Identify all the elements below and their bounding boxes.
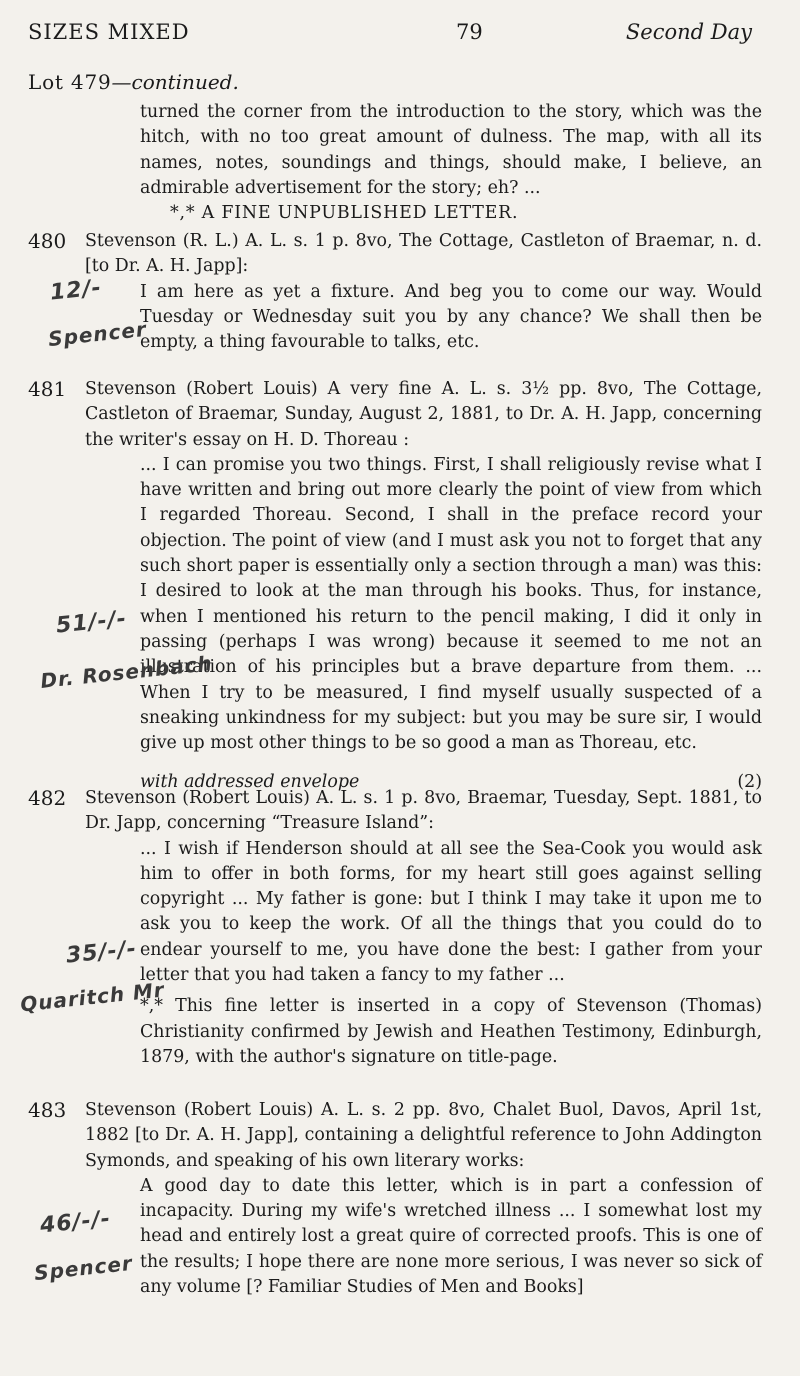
lot-continued-heading — [28, 70, 239, 94]
lot-note: *,* This fine letter is inserted in a copy of Stevenson (Thomas) Christianity confirmed by Jewish and Heathen Testimony, Edinburgh, 1879, with the author's signature on title-page. — [140, 996, 762, 1067]
lot-heading: Stevenson (Robert Louis) A. L. s. 2 pp. 8vo, Chalet Buol, Davos, April 1st, 1882 [to Dr. A. H. Japp], containing a delightful reference to John Addington Symonds, and speaking of his own literary works: — [85, 1100, 762, 1171]
lot-480 — [28, 229, 762, 389]
handwritten-buyer: Spencer — [33, 1250, 134, 1286]
lot-tail-number: (2) — [737, 772, 762, 793]
handwritten-buyer: Dr. Rosenbach — [39, 651, 214, 693]
running-header — [28, 20, 752, 54]
lot-quote: ... I wish if Henderson should at all see the Sea-Cook you would ask him to offer in both forms, for my heart still goes against selling copyright ... My father is gone: but I think I may take it upon me to ask you to keep the work. Of all the things that you could do to endear yourself to me, you have done the best: I gather from your letter that you had taken a fancy to my father ... — [140, 838, 762, 986]
handwritten-price: 12/- — [48, 275, 103, 306]
lot-483-body — [85, 1098, 762, 1300]
handwritten-price: 51/-/- — [54, 606, 129, 639]
lot-481-body — [85, 377, 762, 796]
lot-number: 482 — [28, 786, 67, 810]
header-right: Second Day — [625, 20, 752, 44]
lot-quote: I am here as yet a fixture. And beg you to come our way. Would Tuesday or Wednesday suit you by any chance? We shall then be empty, a thing favourable to talks, etc. — [140, 281, 762, 353]
lot-continued-body: turned the corner from the introduction to the story, which was the hitch, with no too great amount of dulness. The map, with all its names, notes, soundings and things, should make, I believe, an admirable advertisement for the story; eh? ... — [140, 102, 762, 198]
lot-482-body — [85, 786, 762, 1070]
handwritten-buyer: Quaritch Mr — [19, 977, 166, 1017]
lot-quote: A good day to date this letter, which is in part a confession of incapacity. During my wife's wretched illness ... I somewhat lost my head and entirely lost a great quire of corrected proofs. This is one of the results; I hope there are none more serious, I was never so sick of any volume [? Familiar Studies of Men and Books] — [140, 1175, 762, 1298]
lot-heading: Stevenson (R. L.) A. L. s. 1 p. 8vo, The Cottage, Castleton of Braemar, n. d. [to Dr. A. H. Japp]: — [85, 231, 762, 277]
lot-continued-label: Lot 479 — [28, 70, 112, 94]
handwritten-price: 46/-/- — [38, 1206, 113, 1239]
lot-heading: Stevenson (Robert Louis) A very fine A. L. s. 3½ pp. 8vo, The Cottage, Castleton of Braemar, Sunday, August 2, 1881, to Dr. A. H. Japp, concerning the writer's essay on H. D. Thoreau : — [85, 379, 762, 450]
lot-continued-text — [140, 100, 762, 226]
lot-heading: Stevenson (Robert Louis) A. L. s. 1 p. 8vo, Braemar, Tuesday, Sept. 1881, to Dr. Japp, concerning “Treasure Island”: — [85, 788, 762, 834]
lot-continued-note: *,* A FINE UNPUBLISHED LETTER. — [170, 203, 519, 224]
handwritten-price: 35/-/- — [64, 936, 139, 969]
lot-481 — [28, 377, 762, 793]
lot-482 — [28, 786, 762, 1076]
lot-number: 480 — [28, 229, 67, 253]
lot-480-body — [85, 229, 762, 355]
lot-483 — [28, 1098, 762, 1368]
lot-479-continuation — [28, 100, 762, 224]
lot-tail-text: with addressed envelope — [140, 772, 360, 793]
lot-number: 481 — [28, 377, 67, 401]
header-left: SIZES MIXED — [28, 20, 190, 44]
handwritten-buyer: Spencer — [47, 316, 148, 352]
lot-continued-suffix: —continued. — [111, 70, 239, 94]
lot-number: 483 — [28, 1098, 67, 1122]
page-number: 79 — [456, 20, 483, 44]
lot-quote: ... I can promise you two things. First, I shall religiously revise what I have written and bring out more clearly the point of view from which I regarded Thoreau. Second, I shall in the preface record your objection. The point of view (and I must ask you not to forget that any such short paper is essentially only a section through a man) was this: I desired to look at the man through his books. Thus, for instance, when I mentioned his return to the pencil making, I did it only in passing (perhaps I was wrong) because it seemed to me not an illustration of his principles but a brave departure from them. ... When I try to be measured, I find myself usually suspected of a sneaking unkindness for my subject: but you may be sure sir, I would give up most other things to be so good a man as Thoreau, etc. — [140, 454, 762, 754]
